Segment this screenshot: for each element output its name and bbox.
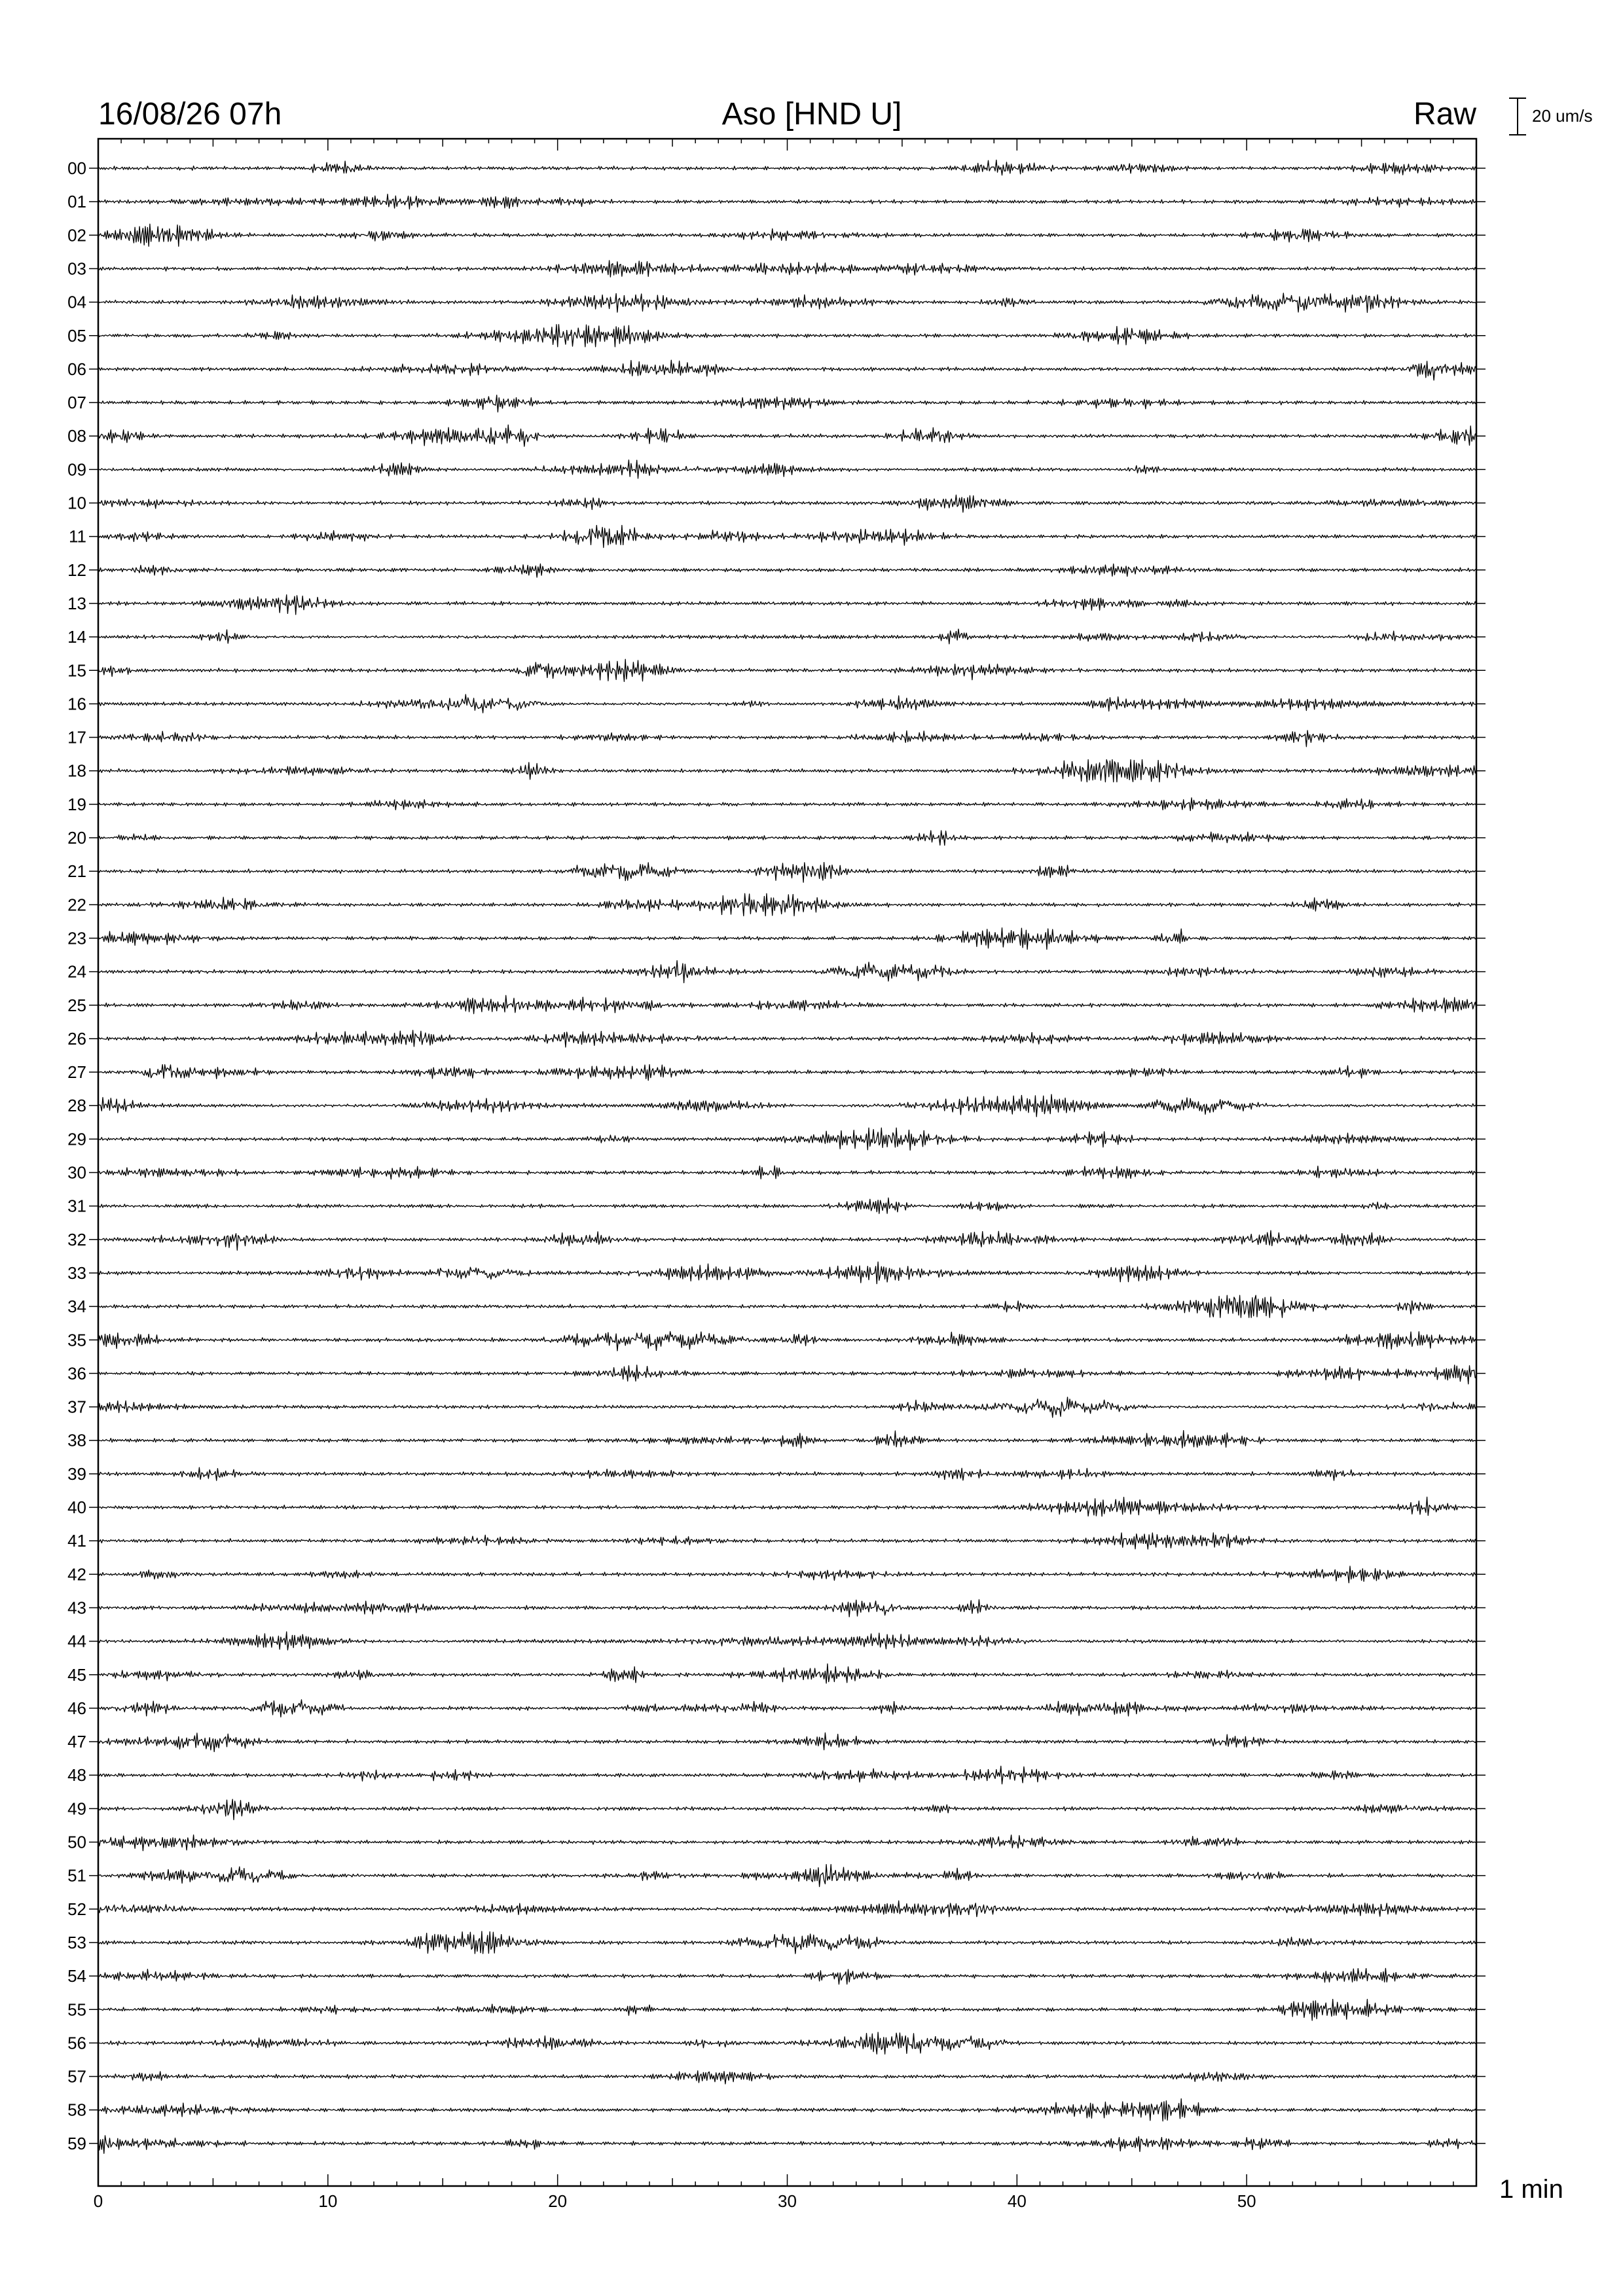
row-label: 17 xyxy=(67,727,86,747)
date-hour-label: 16/08/26 07h xyxy=(98,97,282,132)
row-label: 43 xyxy=(67,1598,86,1618)
row-label: 31 xyxy=(67,1196,86,1216)
row-label: 48 xyxy=(67,1765,86,1785)
trace-row-16 xyxy=(98,694,1476,713)
row-label: 04 xyxy=(67,292,86,312)
trace-row-55 xyxy=(98,2000,1476,2020)
trace-row-09 xyxy=(98,460,1476,478)
trace-row-14 xyxy=(98,629,1476,644)
row-label: 27 xyxy=(67,1062,86,1083)
row-label: 35 xyxy=(67,1330,86,1350)
amplitude-scale-bar xyxy=(1509,98,1526,135)
trace-row-04 xyxy=(98,293,1476,313)
row-label: 44 xyxy=(67,1631,86,1651)
trace-row-59 xyxy=(98,2136,1476,2153)
row-label: 29 xyxy=(67,1129,86,1149)
trace-row-06 xyxy=(98,360,1476,380)
row-label: 39 xyxy=(67,1463,86,1484)
row-label: 37 xyxy=(67,1397,86,1417)
x-tick-label: 10 xyxy=(318,2191,338,2211)
trace-row-48 xyxy=(98,1766,1476,1784)
trace-row-29 xyxy=(98,1128,1476,1150)
row-label: 28 xyxy=(67,1096,86,1116)
row-label: 16 xyxy=(67,694,86,714)
row-label: 18 xyxy=(67,761,86,781)
row-label: 00 xyxy=(67,158,86,178)
trace-row-03 xyxy=(98,260,1476,277)
trace-row-44 xyxy=(98,1632,1476,1650)
trace-row-45 xyxy=(98,1664,1476,1683)
row-label: 07 xyxy=(67,393,86,413)
x-tick-label: 20 xyxy=(548,2191,568,2211)
station-title: Aso [HND U] xyxy=(721,97,902,132)
trace-row-49 xyxy=(98,1799,1476,1820)
trace-row-51 xyxy=(98,1865,1476,1887)
trace-row-37 xyxy=(98,1397,1476,1418)
trace-row-46 xyxy=(98,1700,1476,1717)
row-label: 22 xyxy=(67,895,86,915)
amplitude-scale-label: 20 um/s xyxy=(1532,106,1593,126)
trace-row-32 xyxy=(98,1230,1476,1250)
row-label: 47 xyxy=(67,1732,86,1752)
row-label: 59 xyxy=(67,2133,86,2153)
trace-row-07 xyxy=(98,395,1476,412)
row-label: 03 xyxy=(67,259,86,279)
row-label: 53 xyxy=(67,1932,86,1952)
row-label: 05 xyxy=(67,325,86,346)
row-label: 32 xyxy=(67,1229,86,1249)
row-label: 02 xyxy=(67,225,86,245)
x-axis-label: 1 min xyxy=(1499,2175,1563,2204)
seismic-traces xyxy=(98,160,1476,2154)
row-label: 21 xyxy=(67,861,86,882)
x-tick-label: 0 xyxy=(93,2191,103,2211)
trace-row-28 xyxy=(98,1094,1476,1117)
trace-row-54 xyxy=(98,1968,1476,1984)
row-label: 13 xyxy=(67,593,86,613)
trace-row-13 xyxy=(98,595,1476,615)
trace-row-40 xyxy=(98,1497,1476,1516)
row-label: 41 xyxy=(67,1531,86,1551)
row-label: 08 xyxy=(67,426,86,446)
trace-row-23 xyxy=(98,928,1476,950)
row-label: 55 xyxy=(67,2000,86,2020)
trace-row-34 xyxy=(98,1295,1476,1318)
x-tick-labels xyxy=(94,2191,1256,2211)
row-label: 42 xyxy=(67,1564,86,1585)
trace-row-11 xyxy=(98,526,1476,548)
row-label: 10 xyxy=(67,493,86,513)
trace-row-19 xyxy=(98,798,1476,811)
trace-row-00 xyxy=(98,160,1476,175)
trace-row-25 xyxy=(98,996,1476,1014)
trace-row-12 xyxy=(98,564,1476,578)
row-label: 45 xyxy=(67,1664,86,1685)
trace-row-47 xyxy=(98,1733,1476,1752)
x-tick-label: 40 xyxy=(1007,2191,1027,2211)
mode-label: Raw xyxy=(1413,97,1476,132)
trace-row-35 xyxy=(98,1331,1476,1350)
trace-row-17 xyxy=(98,730,1476,747)
row-label: 56 xyxy=(67,2033,86,2053)
trace-row-26 xyxy=(98,1030,1476,1047)
row-label: 51 xyxy=(67,1865,86,1886)
row-label: 38 xyxy=(67,1430,86,1450)
trace-row-52 xyxy=(98,1901,1476,1916)
row-label: 09 xyxy=(67,459,86,480)
row-label: 50 xyxy=(67,1832,86,1852)
row-label: 14 xyxy=(67,627,86,647)
row-label: 40 xyxy=(67,1498,86,1517)
trace-row-57 xyxy=(98,2071,1476,2084)
trace-row-50 xyxy=(98,1835,1476,1851)
row-label: 20 xyxy=(67,828,86,848)
x-tick-label: 30 xyxy=(778,2191,797,2211)
row-label: 54 xyxy=(67,1966,86,1986)
row-label: 23 xyxy=(67,928,86,948)
trace-row-43 xyxy=(98,1600,1476,1617)
row-label: 19 xyxy=(67,794,86,814)
row-label: 46 xyxy=(67,1698,86,1718)
row-label: 36 xyxy=(67,1363,86,1384)
trace-row-08 xyxy=(98,425,1476,446)
trace-row-01 xyxy=(98,194,1476,209)
row-label: 58 xyxy=(67,2100,86,2120)
x-tick-label: 50 xyxy=(1237,2191,1256,2211)
row-label: 15 xyxy=(67,660,86,681)
trace-row-30 xyxy=(98,1166,1476,1179)
trace-row-15 xyxy=(98,659,1476,681)
trace-row-58 xyxy=(98,2099,1476,2121)
row-label: 06 xyxy=(67,359,86,379)
row-label: 57 xyxy=(67,2066,86,2087)
trace-row-38 xyxy=(98,1431,1476,1448)
trace-row-42 xyxy=(98,1566,1476,1583)
trace-row-05 xyxy=(98,325,1476,347)
trace-row-18 xyxy=(98,760,1476,782)
row-label: 30 xyxy=(67,1162,86,1183)
trace-row-24 xyxy=(98,961,1476,983)
trace-row-02 xyxy=(98,224,1476,246)
row-label: 34 xyxy=(67,1297,86,1317)
row-label: 33 xyxy=(67,1263,86,1283)
row-label: 24 xyxy=(67,961,86,982)
trace-row-36 xyxy=(98,1365,1476,1384)
trace-row-39 xyxy=(98,1467,1476,1480)
trace-row-31 xyxy=(98,1198,1476,1213)
trace-row-20 xyxy=(98,831,1476,846)
trace-row-10 xyxy=(98,495,1476,512)
row-label: 25 xyxy=(67,995,86,1015)
trace-row-21 xyxy=(98,863,1476,883)
row-label: 26 xyxy=(67,1028,86,1049)
trace-row-41 xyxy=(98,1533,1476,1549)
row-label: 52 xyxy=(67,1899,86,1919)
row-labels xyxy=(67,158,1486,2153)
trace-row-33 xyxy=(98,1262,1476,1283)
trace-row-27 xyxy=(98,1065,1476,1081)
row-label: 11 xyxy=(69,526,86,547)
trace-row-53 xyxy=(98,1931,1476,1954)
row-label: 49 xyxy=(67,1799,86,1819)
row-label: 12 xyxy=(67,560,86,580)
trace-row-22 xyxy=(98,893,1476,916)
row-label: 01 xyxy=(67,192,86,212)
trace-row-56 xyxy=(98,2032,1476,2054)
